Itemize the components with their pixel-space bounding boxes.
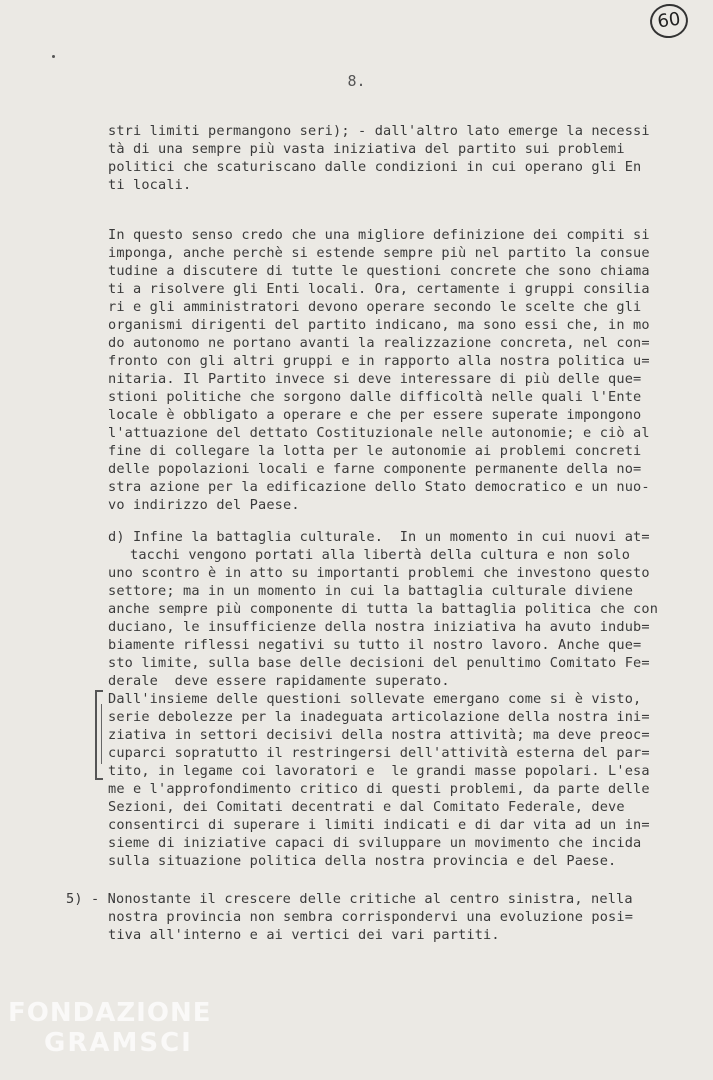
text-line: settore; ma in un momento in cui la battaglia culturale diviene <box>108 583 634 599</box>
text-line: Sezioni, dei Comitati decentrati e dal Comitato Federale, deve <box>108 799 625 815</box>
margin-bracket-mark <box>101 704 102 764</box>
text-line: stra azione per la edificazione dello Stato democratico e un nuo- <box>108 479 650 495</box>
text-line: politici che scaturiscano dalle condizioni in cui operano gli En <box>108 159 642 175</box>
paper-speck <box>52 55 55 58</box>
watermark-line: GRAMSCI <box>44 1028 193 1058</box>
text-line: stri limiti permangono seri); - dall'altro lato emerge la necessi <box>108 123 650 139</box>
text-line: ti a risolvere gli Enti locali. Ora, certamente i gruppi consilia <box>108 281 650 297</box>
text-line: uno scontro è in atto su importanti problemi che investono questo <box>108 565 650 581</box>
archive-page-stamp: 60 <box>648 2 690 41</box>
text-line: l'attuazione del dettato Costituzionale nelle autonomie; e ciò al <box>108 425 650 441</box>
text-line: tiva all'interno e ai vertici dei vari partiti. <box>108 927 500 943</box>
text-line: do autonomo ne portano avanti la realizzazione concreta, nel con= <box>108 335 650 351</box>
text-line: stioni politiche che sorgono dalle difficoltà nelle quali l'Ente <box>108 389 642 405</box>
text-line: biamente riflessi negativi su tutto il nostro lavoro. Anche que= <box>108 637 642 653</box>
text-line: anche sempre più componente di tutta la battaglia politica che con <box>108 601 659 617</box>
text-line: tito, in legame coi lavoratori e le grandi masse popolari. L'esa <box>108 763 650 779</box>
text-line: fine di collegare la lotta per le autonomie ai problemi concreti <box>108 443 642 459</box>
text-line: cuparci sopratutto il restringersi dell'attività esterna del par= <box>108 745 650 761</box>
text-line: ziativa in settori decisivi della nostra attività; ma deve preoc= <box>108 727 650 743</box>
text-line: imponga, anche perchè si estende sempre più nel partito la consue <box>108 245 650 261</box>
text-line: duciano, le insufficienze della nostra iniziativa ha avuto indub= <box>108 619 650 635</box>
text-line: fronto con gli altri gruppi e in rapporto alla nostra politica u= <box>108 353 650 369</box>
text-line: vo indirizzo del Paese. <box>108 497 300 513</box>
text-line: serie debolezze per la inadeguata articolazione della nostra ini= <box>108 709 650 725</box>
watermark-line: FONDAZIONE <box>8 998 212 1028</box>
text-line: tà di una sempre più vasta iniziativa del partito sui problemi <box>108 141 625 157</box>
text-line: tacchi vengono portati alla libertà della cultura e non solo <box>130 547 631 563</box>
text-line: ri e gli amministratori devono operare secondo le scelte che gli <box>108 299 642 315</box>
text-line: tudine a discutere di tutte le questioni concrete che sono chiama <box>108 263 650 279</box>
text-line: Dall'insieme delle questioni sollevate emergano come si è visto, <box>108 691 642 707</box>
text-line: consentirci di superare i limiti indicati e di dar vita ad un in= <box>108 817 650 833</box>
text-line: sieme di iniziative capaci di sviluppare un movimento che incida <box>108 835 642 851</box>
text-line: me e l'approfondimento critico di questi problemi, da parte delle <box>108 781 650 797</box>
text-line: 5) - Nonostante il crescere delle critiche al centro sinistra, nella <box>66 891 633 907</box>
text-line: sulla situazione politica della nostra provincia e del Paese. <box>108 853 617 869</box>
archive-watermark <box>8 1000 211 1056</box>
text-line: sto limite, sulla base delle decisioni del penultimo Comitato Fe= <box>108 655 650 671</box>
text-line: delle popolazioni locali e farne componente permanente della no= <box>108 461 642 477</box>
text-line: derale deve essere rapidamente superato. <box>108 673 450 689</box>
text-line: d) Infine la battaglia culturale. In un momento in cui nuovi at= <box>108 529 650 545</box>
text-line: organismi dirigenti del partito indicano, ma sono essi che, in mo <box>108 317 650 333</box>
text-line: ti locali. <box>108 177 192 193</box>
page-number: 8. <box>347 72 366 90</box>
text-line: nitaria. Il Partito invece si deve interessare di più delle que= <box>108 371 642 387</box>
text-line: locale è obbligato a operare e che per essere superate impongono <box>108 407 642 423</box>
text-line: In questo senso credo che una migliore definizione dei compiti si <box>108 227 650 243</box>
text-line: nostra provincia non sembra corrispondervi una evoluzione posi= <box>108 909 634 925</box>
